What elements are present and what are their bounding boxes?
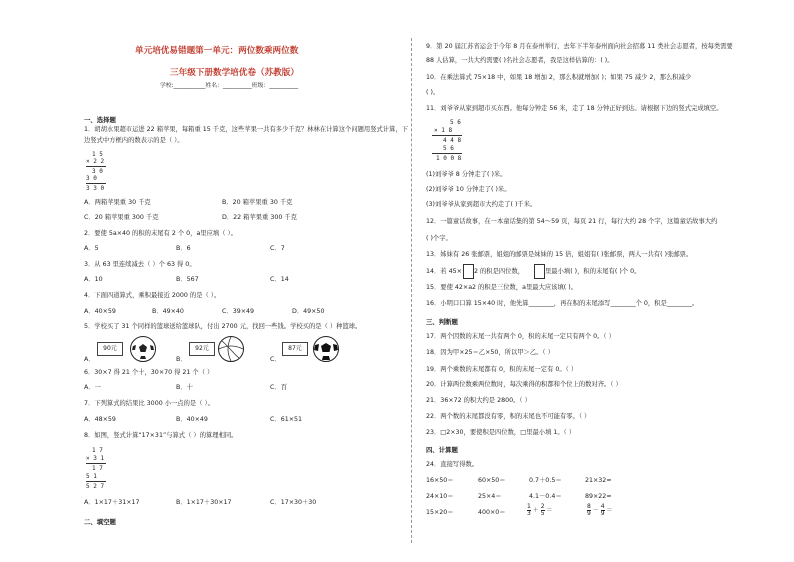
numerator: 4	[600, 503, 605, 510]
question-2: 2．要使 5a×40 的积的末尾有 2 个 0，a里应填（ ）。	[84, 230, 237, 237]
option-8b: B．1×17＋30×17	[176, 499, 232, 506]
calc-item: 21×32≈	[585, 477, 612, 484]
option-4a: A．40×59	[84, 308, 116, 315]
calc-row: × 1 8	[434, 127, 453, 134]
blank-box	[463, 264, 474, 279]
option-8a: A．1×17＋31×17	[84, 499, 140, 506]
question-11-part1: (1)刘爷爷 8 分钟走了( )米。	[426, 171, 507, 178]
calc-row: 4 4 8	[443, 137, 462, 144]
calc-row: 1 5	[92, 151, 103, 158]
question-14-part2: 2 的积是四位数，	[474, 268, 525, 275]
question-11: 11．刘爷爷从家到超市买东西。他每分钟走 56 米，走了 18 分钟正好到达。请根据下边的竖式完成填空。	[426, 105, 723, 112]
option-3b: B．567	[176, 276, 199, 283]
option-7a: A．48×59	[84, 416, 116, 423]
calc-item: 24×10＝	[426, 493, 454, 500]
numerator: 8	[587, 503, 591, 510]
calc-row: × 2 2	[86, 158, 105, 165]
question-7: 7．下列算式的结果比 3000 小一点的是（ ）。	[84, 400, 214, 407]
option-3a: A．10	[84, 276, 103, 283]
option-6c: C．百	[270, 384, 287, 391]
denominator: 3	[527, 510, 531, 517]
option-6b: B．十	[176, 384, 193, 391]
question-3: 3．从 63 里连续减去（ ）个 63 得 0。	[84, 261, 196, 268]
question-10-line2: ( )。	[426, 89, 440, 96]
option-5c: C．	[270, 356, 281, 363]
question-18: 18．因为甲×25＝乙×50，所以甲＞乙。（ ）	[426, 349, 554, 356]
calc-line	[432, 135, 462, 136]
numerator: 2	[540, 503, 545, 510]
calc-line	[432, 153, 462, 154]
price-tag-3: 87元	[282, 342, 308, 356]
section-calc-heading: 四、计算题	[426, 446, 458, 454]
option-2a: A．5	[84, 245, 99, 252]
question-11-part2: (2)刘爷爷 10 分钟走了( )米。	[426, 186, 511, 193]
blank-box	[534, 264, 545, 279]
option-5a: A．	[84, 356, 95, 363]
question-17: 17．两个因数的末尾一共有两个 0，积的末尾一定只有两个 0。（ ）	[426, 333, 615, 340]
operator: －	[592, 507, 599, 514]
question-9-line2: 88 人估算，一共大约需要( )名社会志愿者，我是这样估算的：( )。	[426, 57, 614, 64]
calc-row: 1 0 0 8	[436, 155, 462, 162]
price-tag-2: 92元	[189, 342, 215, 356]
question-14-part1: 14．若 45×	[426, 268, 462, 275]
question-21: 21．36×72 的积大约是 2800。（ ）	[426, 397, 531, 404]
equals: ＝	[546, 507, 553, 514]
fraction-expression-2	[587, 504, 612, 517]
question-5: 5．学校买了 31 个同样的篮球送给篮球队，付出 2700 元，找回一些钱。学校买的是（ ）种篮球。	[84, 323, 362, 330]
question-12-line1: 12．一篇童话故事，在一本童话集的第 54～59 页，每页 21 行，每行大约 28 个字，这篇童话故事大约	[426, 218, 718, 225]
numerator: 1	[527, 503, 531, 510]
question-1-line1: 1．胡胡水果超市运进 22 箱苹果，每箱重 15 千克，这些苹果一共有多少千克？林林在计算这个问题用竖式计算，下	[84, 126, 408, 133]
option-4c: C．39×49	[222, 308, 254, 315]
option-5b: B．	[176, 356, 187, 363]
price-tag-1: 90元	[97, 342, 123, 356]
calc-item: 16×50＝	[426, 477, 454, 484]
calc-line	[86, 463, 106, 464]
section-judge-heading: 三、判断题	[426, 318, 458, 326]
question-12-line2: ( )个字。	[426, 235, 452, 242]
option-8c: C．17×30＋30	[270, 499, 317, 506]
question-10-line1: 10．在乘法算式 75×18 中，如果 18 增加 2，那么积就增加( )；如果 75 减少 2，那么积减少	[426, 74, 692, 81]
question-4: 4．下面四道算式，乘积最接近 2000 的是（ ）。	[84, 292, 221, 299]
calc-item: 0.7＋0.5＝	[529, 477, 562, 484]
worksheet-title: 单元培优易错题第一单元：两位数乘两位数	[135, 46, 299, 56]
option-4d: D．49×50	[292, 308, 325, 315]
calc-line	[86, 166, 106, 167]
question-15: 15．要使 42×a2 的积是三位数，a里最大应该填( )。	[426, 284, 577, 291]
calc-item: 4.1－0.4＝	[529, 493, 562, 500]
calc-row: 5 6	[443, 145, 454, 152]
question-11-part3: (3)刘爷爷从家到超市大约走了( )千米。	[426, 201, 537, 208]
question-6: 6．30×7 得 21 个十，30×70 得 21 个（ ）	[84, 369, 214, 376]
denominator: 5	[540, 510, 545, 517]
question-8: 8．如图，竖式计算“17×31”与算式（ ）的算理相同。	[84, 432, 238, 439]
fraction	[541, 504, 545, 517]
question-24: 24．直接写得数。	[426, 461, 479, 468]
calc-row: 3 0	[92, 168, 103, 175]
worksheet-subtitle: 三年级下册数学培优卷（苏教版）	[170, 68, 299, 78]
option-2b: B．6	[176, 245, 191, 252]
calc-item: 25×4＝	[478, 493, 502, 500]
section-choice-heading: 一、选择题	[84, 116, 116, 124]
operator: ＋	[532, 507, 539, 514]
question-22: 22．两个数的末尾都没有零，积的末尾也不可能有零。（ ）	[426, 413, 591, 420]
question-13: 13．姊妹有 26 张邮票，姐姐的邮票是妹妹的 15 倍，姐姐有( )张邮票，两人一共有( )张邮票。	[426, 251, 693, 258]
option-1b: B．20 箱苹果重 30 千克	[222, 199, 293, 206]
option-1a: A．两箱苹果重 30 千克	[84, 199, 151, 206]
calc-item: 60×50＝	[478, 477, 506, 484]
calc-row: × 3 1	[86, 455, 105, 462]
calc-item: 15×20＝	[426, 509, 454, 516]
option-6a: A．一	[84, 384, 101, 391]
question-9-line1: 9．第 20 届江苏省运会于今年 8 月在泰州举行，去年下半年泰州面向社会招募 11 类社会志愿者，按每类需要	[426, 43, 733, 50]
question-1-line2: 边竖式中方框内的数表示的是（ ）。	[84, 137, 184, 144]
option-1c: C．20 箱苹果重 300 千克	[84, 214, 159, 221]
calc-item: 89×22≈	[585, 493, 612, 500]
option-3c: C．14	[270, 276, 289, 283]
calc-item: 400×0＝	[478, 509, 506, 516]
question-14-part3: 里最小填( )，积的末尾有( )个 0。	[545, 268, 641, 275]
student-info-line: 学校:___________姓名：__________班级：__________	[160, 83, 299, 89]
option-7c: C．61×51	[270, 416, 302, 423]
calc-line	[86, 481, 106, 482]
question-19: 19．两个乘数的末尾都有 0，积的末尾一定有 0。（ ）	[426, 366, 578, 373]
option-4b: B．49×40	[152, 308, 184, 315]
denominator: 9	[587, 510, 591, 517]
fraction	[527, 504, 531, 517]
question-23: 23．□2×30，要使积是四位数，□里最小填 1。（ ）	[426, 429, 576, 436]
denominator: 9	[600, 510, 605, 517]
soccer-ball-icon	[130, 336, 156, 362]
option-2c: C．7	[270, 245, 285, 252]
option-1d: D．22 箱苹果重 300 千克	[222, 214, 297, 221]
calc-row: 1 7	[92, 447, 103, 454]
section-fill-heading: 二、填空题	[84, 518, 116, 526]
column-divider	[411, 38, 412, 543]
fraction	[587, 504, 591, 517]
soccer-ball-icon	[313, 336, 339, 362]
question-16: 16．小明口口算 15×40 时，他先算________，再在积的末尾添写________个 0，积是________。	[426, 300, 699, 307]
volleyball-icon	[218, 336, 244, 362]
calc-line	[86, 183, 106, 184]
fraction	[601, 504, 605, 517]
calc-row: 1 7	[92, 465, 103, 472]
option-7b: B．40×49	[176, 416, 208, 423]
calc-row: 3 0	[86, 175, 97, 182]
calc-row: 5 2 7	[86, 483, 105, 490]
calc-row: 5 1	[86, 473, 97, 480]
calc-row: 3 3 0	[86, 185, 105, 192]
calc-row: 5 6	[450, 119, 461, 126]
question-20: 20．计算两位数乘两位数时，每次乘得的积都和个位上的数对齐。（ ）	[426, 381, 622, 388]
fraction-expression-1	[527, 504, 552, 517]
equals: ＝	[606, 507, 613, 514]
